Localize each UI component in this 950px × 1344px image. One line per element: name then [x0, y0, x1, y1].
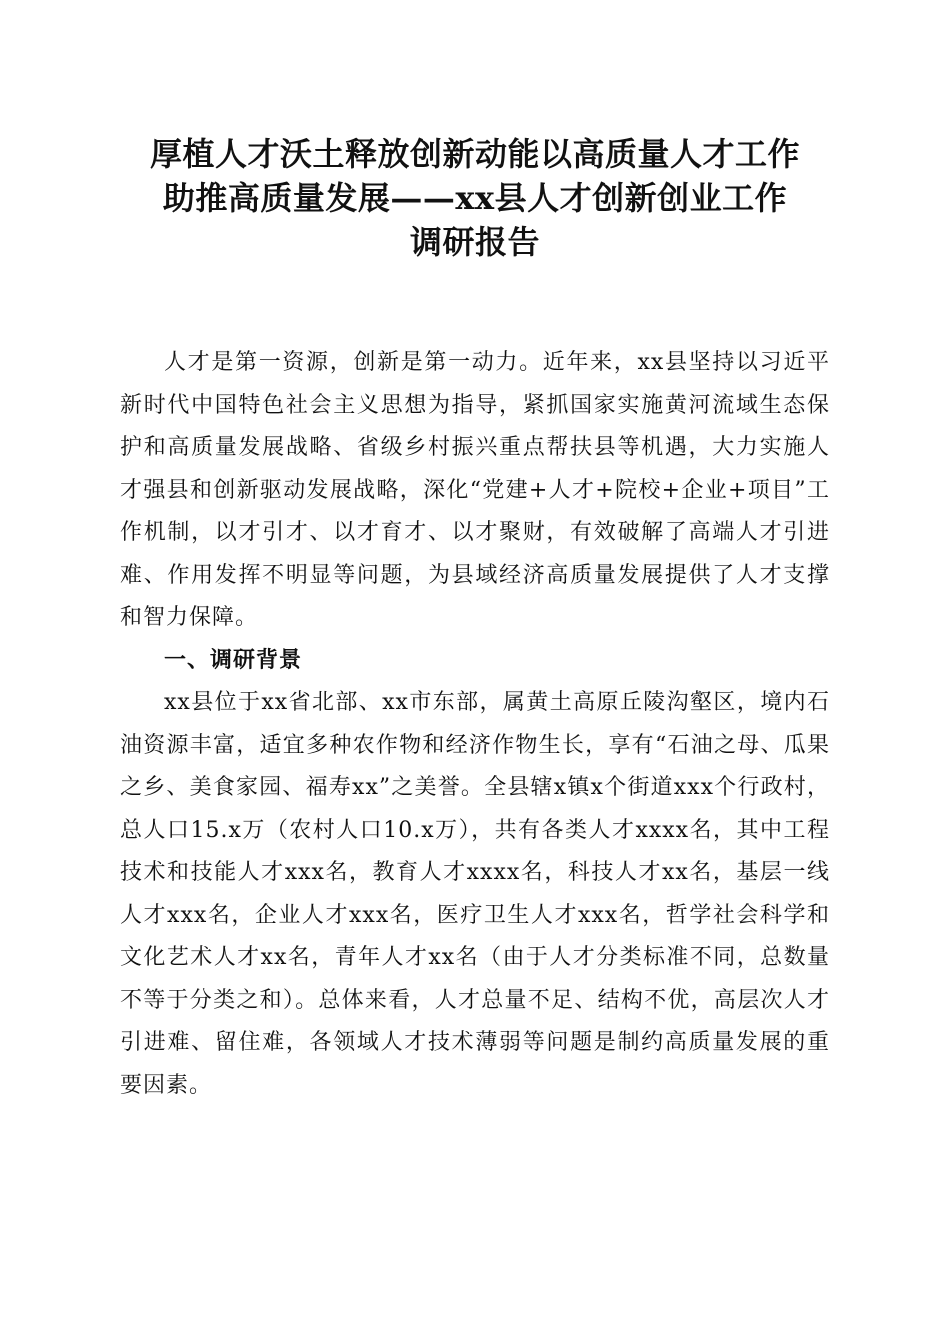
title-line-1: 厚植人才沃土释放创新动能以高质量人才工作	[149, 135, 800, 173]
intro-paragraph: 人才是第一资源，创新是第一动力。近年来，xx县坚持以习近平新时代中国特色社会主义思想为指导，紧抓国家实施黄河流域生态保护和高质量发展战略、省级乡村振兴重点帮扶县等机遇，大力实施人才强县和创新驱动发展战略，深化“党建+人才+院校+企业+项目”工作机制，以才引才、以才育才、以才聚财，有效破解了高端人才引进难、作用发挥不明显等问题，为县域经济高质量发展提供了人才支撑和智力保障。	[120, 350, 830, 630]
document-body	[120, 342, 830, 1107]
document-title	[120, 132, 830, 264]
section-paragraph: xx县位于xx省北部、xx市东部，属黄土高原丘陵沟壑区，境内石油资源丰富，适宜多种农作物和经济作物生长，享有“石油之母、瓜果之乡、美食家园、福寿xx”之美誉。全县辖x镇x个街道xxx个行政村，总人口15.x万（农村人口10.x万），共有各类人才xxxx名，其中工程技术和技能人才xxx名，教育人才xxxx名，科技人才xx名，基层一线人才xxx名，企业人才xxx名，医疗卫生人才xxx名，哲学社会科学和文化艺术人才xx名，青年人才xx名（由于人才分类标准不同，总数量不等于分类之和）。总体来看，人才总量不足、结构不优，高层次人才引进难、留住难，各领域人才技术薄弱等问题是制约高质量发展的重要因素。	[120, 690, 830, 1098]
title-line-3: 调研报告	[409, 223, 540, 261]
section-heading: 一、调研背景	[164, 647, 303, 673]
title-line-2: 助推高质量发展——xx县人才创新创业工作	[162, 179, 788, 217]
